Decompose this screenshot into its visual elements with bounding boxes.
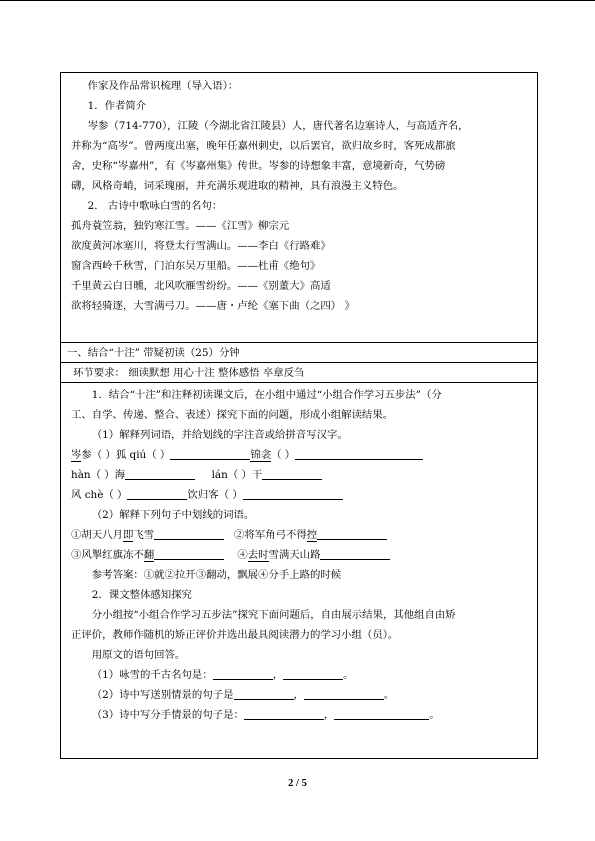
task-1-line-2: 工、自学、传递、整合、表述）探究下面的问题，形成小组解读结果。	[71, 409, 394, 421]
section-requirements: 环节要求： 细读默想 用心十注 整体感悟 卒章反刍	[61, 363, 537, 383]
answer-blank[interactable]	[283, 667, 343, 680]
bio-line-3: 舍，史称“岑嘉州”，有《岑嘉州集》传世。岑参的诗想象丰富，意境新奇，气势磅	[71, 160, 446, 172]
section-title: 一、结合“十注” 带疑初读（25）分钟	[61, 343, 537, 363]
answer-blank[interactable]	[317, 527, 387, 540]
underlined-word: 去时	[247, 549, 269, 561]
section-snow-quotes: 2． 古诗中歌咏白雪的名句：	[87, 200, 223, 212]
subtask-2: （2）解释下列句子中划线的词语。	[91, 509, 255, 521]
underlined-char: 衾	[260, 449, 272, 461]
question-1: （1）咏雪的千古名句是： ， 。	[91, 669, 354, 681]
answer-blank[interactable]	[154, 527, 224, 540]
worksheet-table	[60, 72, 538, 759]
underlined-word: 翻	[143, 549, 155, 561]
answer-blank[interactable]	[295, 447, 423, 460]
quote-5: 欲将轻骑逐，大雪满弓刀。——唐・卢纶《塞下曲（之四） 》	[71, 300, 355, 312]
underlined-char: 岑	[71, 449, 82, 461]
explain-row-2: ③风掣红旗冻不翻 ④去时雪满天山路	[71, 545, 527, 565]
answer-blank[interactable]	[304, 687, 384, 700]
intro-heading: 作家及作品常识梳理（导入语）：	[87, 80, 239, 92]
explain-row-1: ①胡天八月即飞雪 ②将军角弓不得控	[71, 525, 527, 545]
answer-blank[interactable]	[262, 467, 322, 480]
intro-cell	[61, 73, 537, 343]
subtask-1: （1）解释列词语，并给划线的字注音或给拼音写汉字。	[91, 429, 348, 441]
use-original-text: 用原文的语句回答。	[91, 649, 186, 661]
vocab-row-1: 岑参（ ）狐 qiú（ ） 锦衾（ ）	[71, 445, 527, 465]
section-author: 1．作者简介	[87, 100, 147, 112]
answer-blank[interactable]	[320, 547, 390, 560]
answer-blank[interactable]	[154, 547, 224, 560]
vocab-row-3: 风 chè（ ） 饮归客（ ）	[71, 485, 527, 505]
underlined-word: 控	[306, 529, 318, 541]
question-3: （3）诗中写分手情景的句子是： ， 。	[91, 709, 440, 721]
task-cell	[61, 383, 537, 758]
answer-blank[interactable]	[170, 447, 250, 460]
answer-blank[interactable]	[213, 667, 273, 680]
header-rule	[0, 0, 595, 1]
page-number: 2 / 5	[288, 778, 307, 789]
reference-answer: 参考答案：①就②拉开③翻动，飘展④分手上路的时候	[91, 569, 342, 581]
question-2: （2）诗中写送别情景的句子是 ， 。	[91, 689, 395, 701]
quote-4: 千里黄云白日曛，北风吹雁雪纷纷。——《别董大》高适	[71, 280, 331, 292]
task-2-line-2: 正评价，教师作随机的矫正评价并选出最具阅读潜力的学习小组（员）。	[71, 629, 399, 641]
quote-1: 孤舟蓑笠翁，独钓寒江雪。——《江雪》柳宗元	[71, 220, 290, 232]
task-2-line-1: 分小组按“小组合作学习五步法”探究下面问题后，自由展示结果，其他组自由矫	[91, 609, 456, 621]
quote-2: 欲度黄河冰塞川，将登太行雪满山。——李白《行路难》	[71, 240, 331, 252]
answer-blank[interactable]	[334, 707, 429, 720]
answer-blank[interactable]	[244, 707, 324, 720]
answer-blank[interactable]	[243, 487, 343, 500]
bio-line-1: 岑参（714-770），江陵（今湖北省江陵县）人，唐代著名边塞诗人，与高适齐名，	[87, 120, 469, 132]
answer-blank[interactable]	[234, 687, 294, 700]
bio-line-2: 并称为“高岑”。曾两度出塞，晚年任嘉州刺史，以后罢官，欲归故乡时，客死成都旅	[71, 140, 456, 152]
quote-3: 窗含西岭千秋雪，门泊东吴万里船。——杜甫《绝句》	[71, 260, 321, 272]
task-1-line-1: 1．结合“十注”和注释初读课文后，在小组中通过“小组合作学习五步法”（分	[91, 389, 442, 401]
vocab-row-2: hàn（ ）海 lán（ ）干	[71, 465, 527, 485]
bio-line-4: 礴，风格奇峭，词采瑰丽，并充满乐观进取的精神，具有浪漫主义特色。	[71, 180, 404, 192]
answer-blank[interactable]	[125, 467, 195, 480]
task-2-heading: 2．课文整体感知探究	[91, 589, 192, 601]
answer-blank[interactable]	[127, 487, 187, 500]
underlined-word: 即	[122, 529, 134, 541]
